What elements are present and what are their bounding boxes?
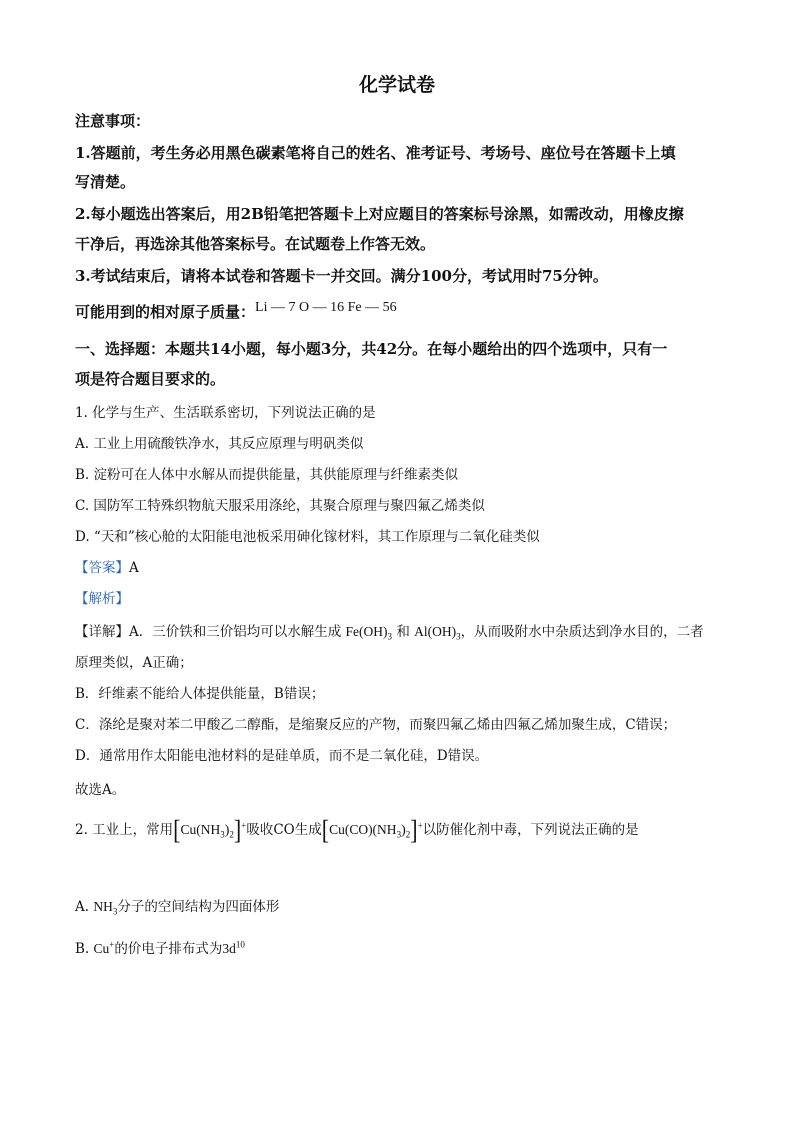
cu-ion-base: Cu [93, 941, 110, 956]
q1-conclusion: 故选A。 [75, 782, 126, 798]
analysis-tag: 【解析】 [75, 591, 129, 607]
complex-ion-2 [321, 813, 423, 845]
bracket-right: ] [410, 813, 418, 845]
complex-2-charge: + [417, 820, 423, 831]
paren-close: ) [401, 823, 406, 838]
detail-tag: 【详解】 [75, 624, 129, 640]
q1-option-a: A. 工业上用硫酸铁净水，其反应原理与明矾类似 [75, 436, 364, 452]
paren-close: ) [224, 823, 230, 838]
complex-2-sub-2: 2 [405, 829, 411, 840]
formula-fe-oh-sub: 3 [387, 631, 393, 642]
formula-nh3-base: NH [93, 899, 113, 914]
atomic-masses [75, 301, 397, 322]
bracket-right: ] [233, 813, 242, 845]
atomic-masses-values: Li — 7 O — 16 Fe — 56 [255, 300, 397, 315]
formula-fe-oh-base: Fe(OH) [345, 624, 388, 639]
notice-item-1-line-2: 写清楚。 [75, 173, 136, 191]
complex-2-sub-3: 3 [396, 829, 402, 840]
formula-al-oh [414, 624, 461, 642]
formula-al-oh-sub: 3 [456, 631, 461, 642]
q2-stem [75, 813, 639, 845]
formula-nh3-sub: 3 [112, 906, 118, 917]
detail-a-text-2: ，从而吸附水中杂质达到净水目的，二者 [460, 624, 704, 640]
q2-stem-pre: 2. 工业上，常用 [75, 822, 174, 838]
cu-ion [94, 941, 115, 956]
formula-al-oh-base: Al(OH) [414, 624, 457, 639]
electron-config [222, 941, 245, 956]
q2-option-b-label: B. [75, 941, 94, 957]
answer-tag: 【答案】 [75, 560, 129, 576]
notice-item-1-line-1: 1.答题前，考生务必用黑色碳素笔将自己的姓名、准考证号、考场号、座位号在答题卡上填 [75, 144, 676, 162]
q1-option-c: C. 国防军工特殊织物航天服采用涤纶，其聚合原理与聚四氟乙烯类似 [75, 498, 485, 514]
detail-a-text: A．三价铁和三价铝均可以水解生成 [129, 624, 346, 640]
answer-value: A [129, 560, 139, 576]
notice-item-2-line-2: 干净后，再选涂其他答案标号。在试题卷上作答无效。 [75, 235, 436, 253]
cu-ion-charge: + [109, 939, 115, 950]
atomic-masses-label: 可能用到的相对原子质量： [75, 303, 256, 321]
q2-option-a [75, 895, 279, 915]
notice-item-2-line-1: 2.每小题选出答案后，用2B铅笔把答题卡上对应题目的答案标号涂黑，如需改动，用橡皮擦 [75, 205, 684, 223]
complex-1-inner: Cu(NH [180, 822, 221, 837]
complex-2-inner: Cu(CO)(NH [329, 822, 397, 837]
q2-stem-mid: 吸收CO生成 [246, 822, 322, 838]
q1-stem: 1. 化学与生产、生活联系密切，下列说法正确的是 [75, 405, 376, 421]
complex-1-sub-2: 2 [229, 829, 234, 840]
section-1-heading-line-2: 项是符合题目要求的。 [75, 370, 226, 388]
q1-answer [75, 556, 139, 576]
detail-and: 和 [392, 624, 415, 640]
section-1-heading-line-1: 一、选择题：本题共14小题，每小题3分，共42分。在每小题给出的四个选项中，只有一 [75, 340, 668, 358]
bracket-left: [ [321, 813, 330, 845]
complex-1-charge: + [241, 820, 247, 831]
formula-fe-oh [345, 624, 393, 642]
electron-config-exp: 10 [235, 939, 245, 950]
q1-detail-c: C．涤纶是聚对苯二甲酸乙二醇酯，是缩聚反应的产物，而聚四氟乙烯由四氟乙烯加聚生成，C错误； [75, 717, 677, 733]
bracket-left: [ [173, 813, 181, 845]
complex-ion-1 [173, 813, 247, 845]
q1-detail-b: B．纤维素不能给人体提供能量，B错误； [75, 686, 325, 702]
q2-option-a-label: A. [75, 899, 94, 915]
formula-nh3 [93, 899, 118, 917]
q1-detail-a-line-1 [75, 620, 704, 640]
q1-detail-a-line-2: 原理类似，A正确； [75, 655, 193, 671]
page-title: 化学试卷 [358, 74, 435, 96]
q2-option-b [75, 937, 245, 957]
complex-1-sub-3: 3 [220, 829, 225, 840]
q1-option-d: D. “天和”核心舱的太阳能电池板采用砷化镓材料，其工作原理与二氧化硅类似 [75, 529, 540, 545]
q1-option-b: B. 淀粉可在人体中水解从而提供能量，其供能原理与纤维素类似 [75, 467, 459, 483]
q2-stem-post: 以防催化剂中毒，下列说法正确的是 [422, 822, 639, 838]
notice-heading: 注意事项： [75, 112, 151, 130]
q2-option-b-text: 的价电子排布式为 [114, 941, 223, 957]
electron-config-base: 3d [222, 941, 236, 956]
notice-item-3: 3.考试结束后，请将本试卷和答题卡一并交回。满分100分，考试用时75分钟。 [75, 267, 608, 285]
q2-option-a-text: 分子的空间结构为四面体形 [117, 899, 280, 915]
q1-detail-d: D．通常用作太阳能电池材料的是硅单质，而不是二氧化硅，D错误。 [75, 748, 489, 764]
